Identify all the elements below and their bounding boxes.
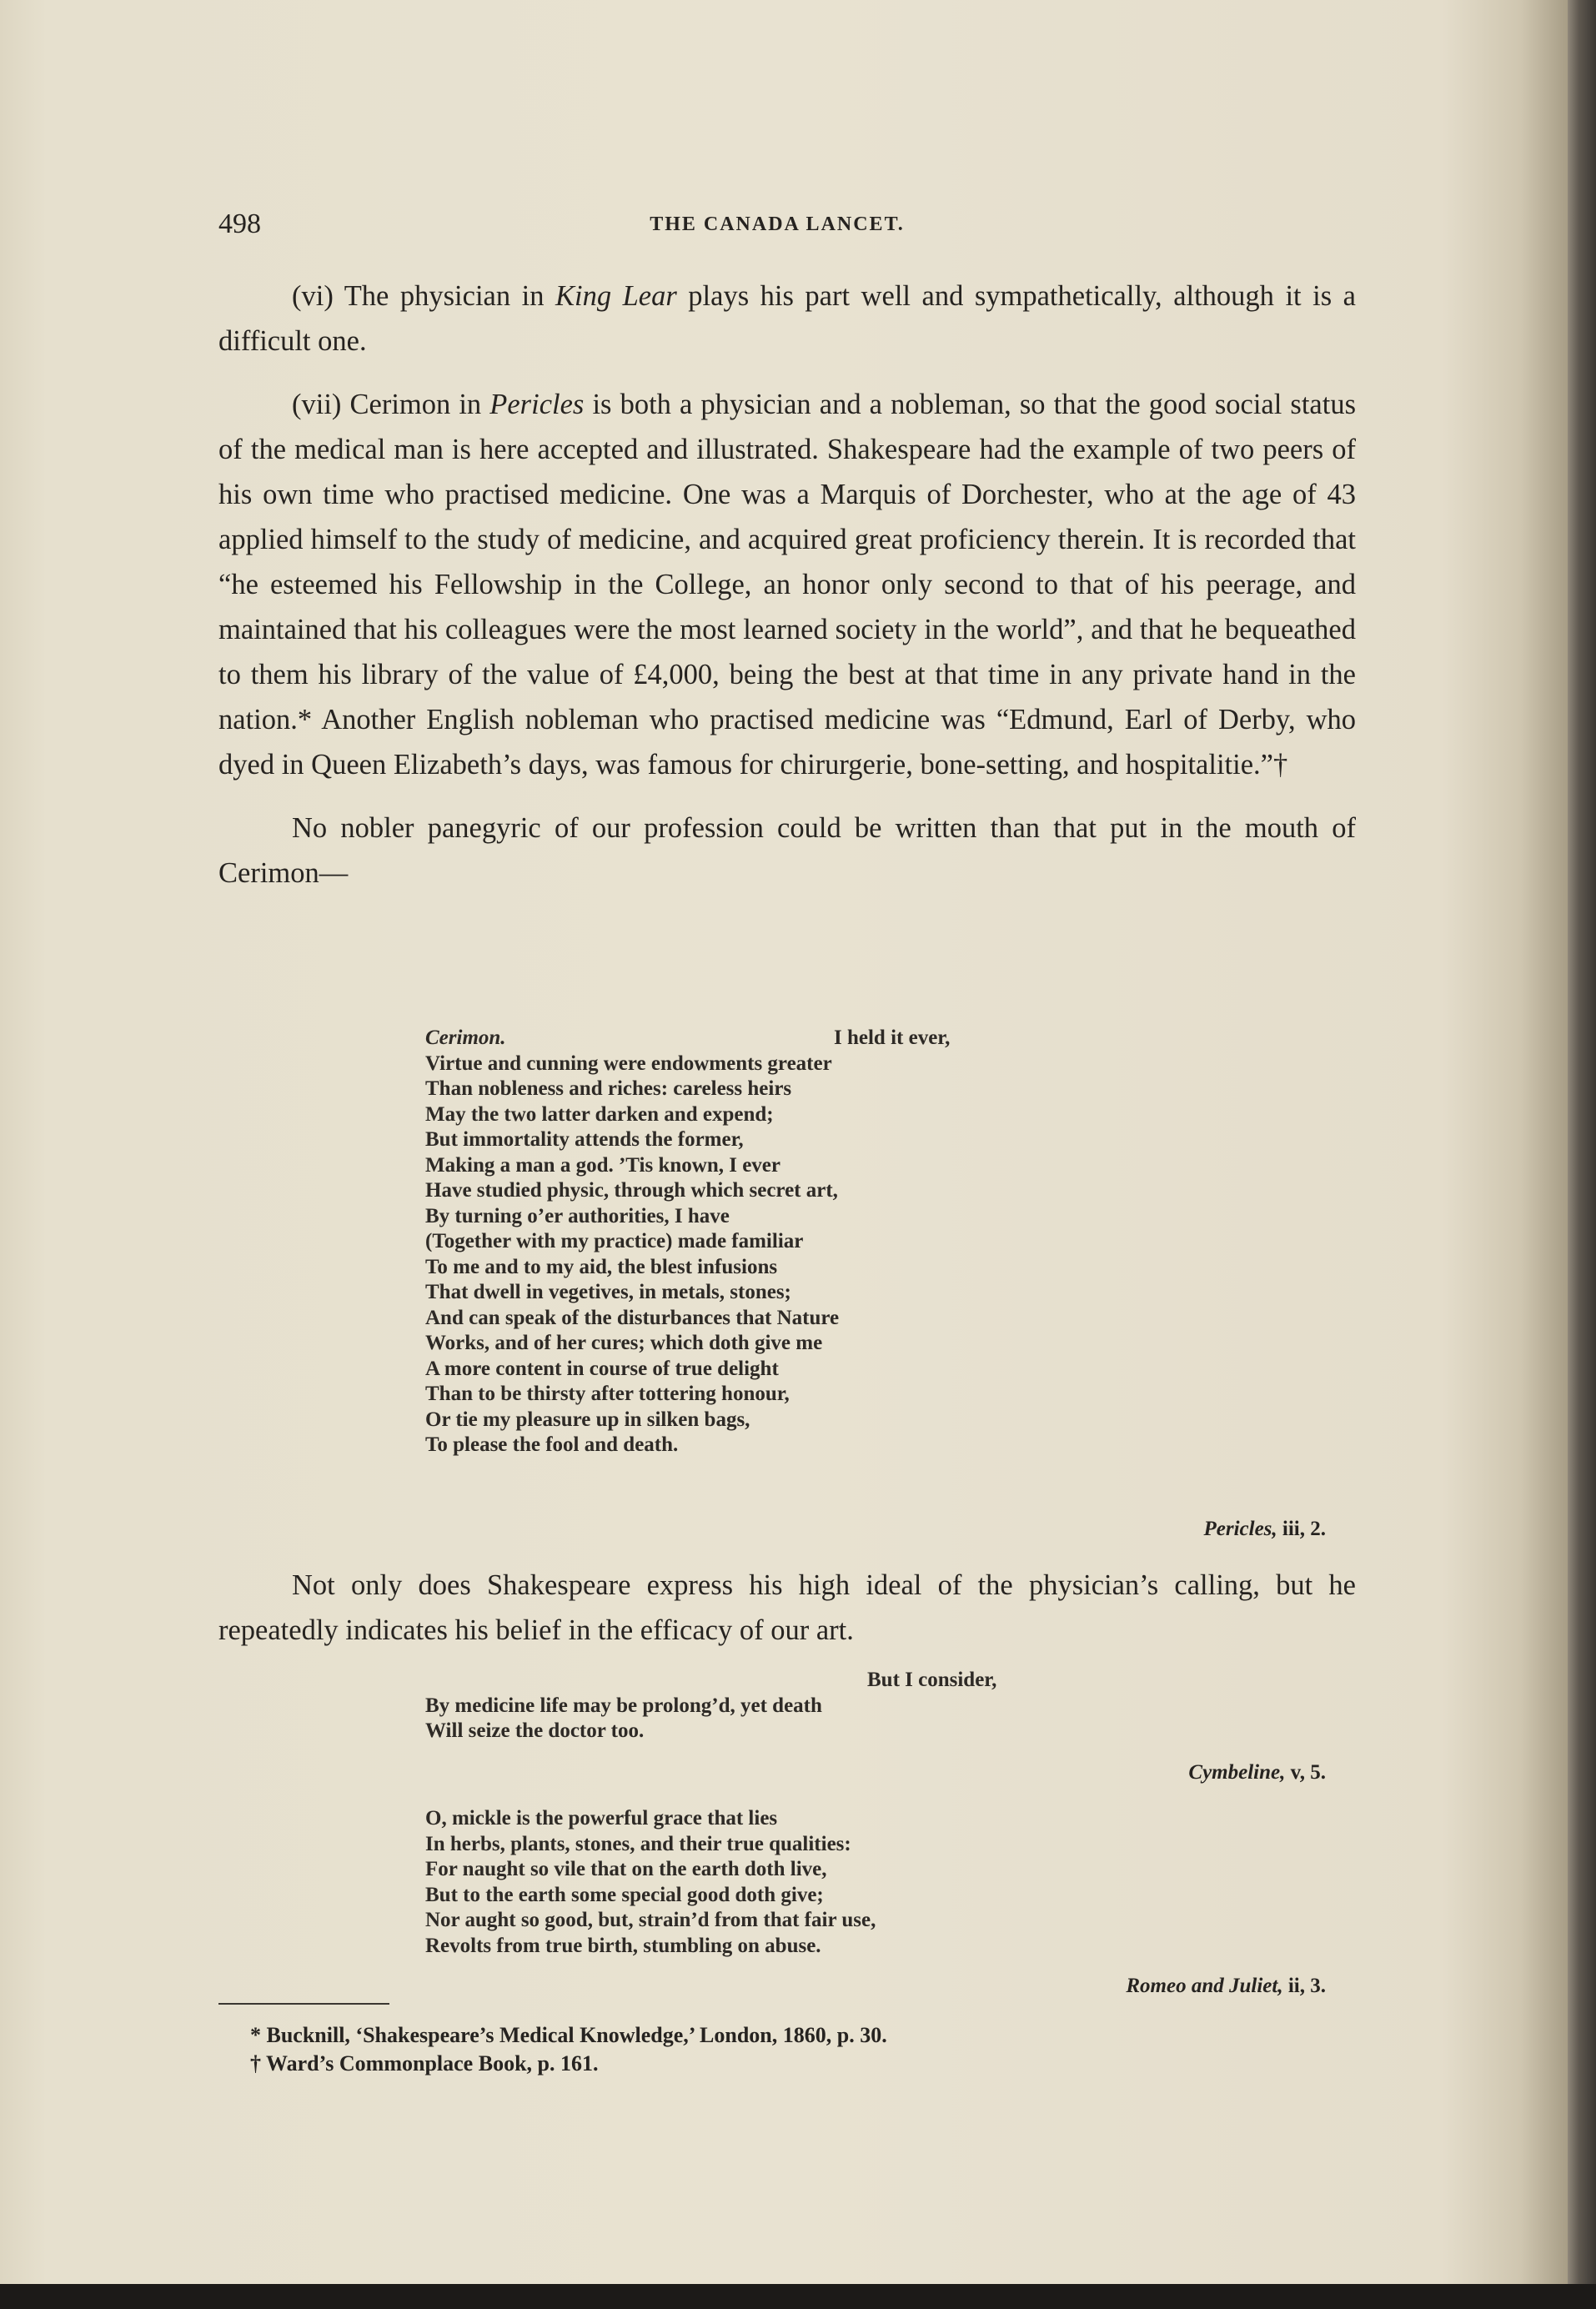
quote-line: To me and to my aid, the blest infusions: [425, 1255, 778, 1278]
quote-line: Revolts from true birth, stumbling on abuse.: [425, 1934, 821, 1957]
quote-cymbeline: [425, 1668, 1092, 1744]
quote-line: For naught so vile that on the earth doth live,: [425, 1858, 827, 1880]
play-title: Pericles: [489, 389, 585, 420]
quote-line: And can speak of the disturbances that Nature: [425, 1306, 840, 1329]
quote-line: (Together with my practice) made familiar: [425, 1230, 804, 1252]
quote-line: A more content in course of true delight: [425, 1357, 779, 1380]
quote-line: By turning o’er authorities, I have: [425, 1204, 730, 1227]
intro-text: [218, 274, 1356, 914]
citation-cymbeline: Cymbeline, v, 5.: [1188, 1761, 1326, 1784]
footnote-divider: [218, 2003, 389, 2005]
quote-first-line: I held it ever,: [834, 1027, 951, 1049]
page-number: 498: [218, 208, 261, 239]
citation-romeo: Romeo and Juliet, ii, 3.: [1126, 1975, 1326, 1997]
quote-cerimon: [425, 1026, 1092, 1458]
quote-romeo: [425, 1806, 1092, 1959]
citation-pericles: Pericles, iii, 2.: [1203, 1518, 1326, 1540]
quote-line: Have studied physic, through which secret art,: [425, 1179, 838, 1202]
quote-line: But immortality attends the former,: [425, 1128, 744, 1151]
footnote: * Bucknill, ‘Shakespeare’s Medical Knowledge,’ London, 1860, p. 30.: [250, 2023, 887, 2047]
quote-line: Virtue and cunning were endowments greater: [425, 1052, 832, 1075]
footnote: † Ward’s Commonplace Book, p. 161.: [250, 2051, 599, 2076]
paragraph-pericles: (vii) Cerimon in Pericles is both a physician and a nobleman, so that the good social status of the medical man is here accepted and illustrated. Shakespeare had the example of two peers of his own time who practised medicine. One was a Marquis of Dorchester, who at the age of 43 applied himself to the study of medicine, and acquired great proficiency therein. It is recorded that “he esteemed his Fellowship in the College, an honor only second to that of his peerage, and maintained that his colleagues were the most learned society in the world”, and that he bequeathed to them his library of the value of £4,000, being the best at that time in any private hand in the nation.* Another English nobleman who practised medicine was “Edmund, Earl of Derby, who dyed in Queen Elizabeth’s days, was famous for chirurgerie, bone-setting, and hospitalitie.”†: [218, 389, 1357, 781]
paragraph-efficacy: Not only does Shakespeare express his high ideal of the physician’s calling, but he repeatedly indicates his belief in the efficacy of our art.: [218, 1569, 1356, 1646]
play-title: King Lear: [555, 280, 677, 312]
quote-line: Than to be thirsty after tottering honour,: [425, 1383, 790, 1405]
running-head: THE CANADA LANCET.: [650, 213, 905, 235]
book-gutter-edge: [1568, 0, 1596, 2309]
page-header: [218, 208, 1336, 242]
quote-line: By medicine life may be prolong’d, yet death: [425, 1694, 822, 1717]
quote-speaker: Cerimon.: [425, 1027, 506, 1049]
paragraph-king-lear: (vi) The physician in King Lear plays his part well and sympathetically, although it is a difficult one.: [218, 280, 1356, 357]
quote-first-line: But I consider,: [867, 1669, 997, 1691]
quote-line: Making a man a god. ’Tis known, I ever: [425, 1153, 780, 1177]
quote-line: To please the fool and death.: [425, 1433, 679, 1456]
quote-line: Works, and of her cures; which doth give me: [425, 1332, 823, 1354]
quote-line: Or tie my pleasure up in silken bags,: [425, 1408, 750, 1431]
quote-line: May the two latter darken and expend;: [425, 1102, 774, 1126]
quote-line: Will seize the doctor too.: [425, 1719, 645, 1742]
quote-line: In herbs, plants, stones, and their true qualities:: [425, 1832, 851, 1855]
quote-line: But to the earth some special good doth give;: [425, 1883, 824, 1906]
scan-bottom-edge: [0, 2284, 1596, 2309]
paragraph-panegyric: No nobler panegyric of our profession could be written than that put in the mouth of Cerimon—: [218, 812, 1356, 889]
quote-line: Nor aught so good, but, strain’d from that fair use,: [425, 1909, 876, 1931]
footnotes: [250, 2021, 1334, 2078]
quote-line: O, mickle is the powerful grace that lies: [425, 1807, 778, 1830]
quote-line: Than nobleness and riches: careless heirs: [425, 1077, 792, 1100]
quote-line: That dwell in vegetives, in metals, stones;: [425, 1281, 791, 1303]
